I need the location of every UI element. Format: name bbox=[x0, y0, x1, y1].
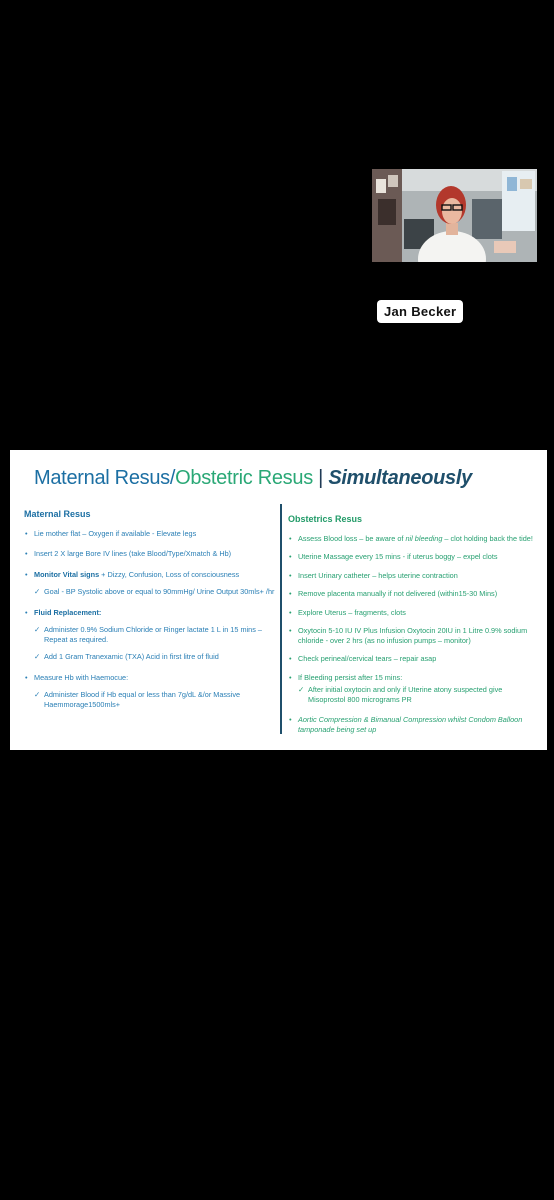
list-item: • Measure Hb with Haemocue: bbox=[24, 673, 278, 683]
list-subitem bbox=[24, 625, 278, 644]
slide-title-maternal: Maternal Resus/ bbox=[34, 467, 176, 489]
fluid-label: Fluid Replacement: bbox=[34, 607, 102, 617]
vitals-rest: + Dizzy, Confusion, Loss of consciousness bbox=[99, 569, 240, 579]
list-subitem bbox=[24, 690, 278, 709]
list-subitem bbox=[24, 652, 278, 662]
list-item: • Lie mother flat – Oxygen if available - Elevate legs bbox=[24, 529, 278, 539]
check-icon: ✓ bbox=[34, 652, 41, 661]
participant-name-label: Jan Becker bbox=[377, 300, 463, 323]
list-item: • Explore Uterus – fragments, clots bbox=[288, 608, 540, 618]
subitem-text: Administer 0.9% Sodium Chloride or Ringer lactate 1 L in 15 mins – Repeat as required. bbox=[44, 625, 262, 644]
check-icon: ✓ bbox=[34, 587, 41, 596]
list-item: • Insert 2 X large Bore IV lines (take Blood/Type/Xmatch & Hb) bbox=[24, 549, 278, 559]
subitem-text: Goal - BP Systolic above or equal to 90mmHg/ Urine Output 30mls+ /hr bbox=[44, 587, 275, 596]
vitals-label: Monitor Vital signs bbox=[34, 569, 100, 579]
list-item bbox=[288, 534, 540, 544]
obstetrics-resus-column bbox=[288, 510, 540, 743]
list-item: • Aortic Compression & Bimanual Compression whilst Condom Balloon tamponade being set up bbox=[288, 715, 540, 734]
subitem-text: Add 1 Gram Tranexamic (TXA) Acid in first litre of fluid bbox=[44, 652, 219, 661]
participant-video-image bbox=[372, 169, 537, 262]
slide-title-separator: | bbox=[312, 467, 329, 489]
check-icon: ✓ bbox=[298, 685, 305, 694]
list-subitem bbox=[288, 685, 540, 704]
column-divider bbox=[280, 504, 282, 734]
slide-title-simultaneously: Simultaneously bbox=[328, 467, 472, 489]
maternal-resus-column bbox=[24, 510, 278, 720]
list-item: • Oxytocin 5-10 IU IV Plus Infusion Oxytocin 20IU in 1 Litre 0.9% sodium chloride - over 2 hrs (as no infusion pumps – monitor) bbox=[288, 626, 540, 645]
maternal-resus-heading: Maternal Resus bbox=[24, 509, 91, 519]
assess-text: Assess Blood loss – be aware of bbox=[298, 533, 406, 543]
assess-emphasis: nil bleeding bbox=[405, 533, 443, 543]
subitem-text: Administer Blood if Hb equal or less than 7g/dL &/or Massive Haemmorage1500mls+ bbox=[44, 690, 241, 709]
check-icon: ✓ bbox=[34, 690, 41, 699]
slide-title bbox=[34, 467, 472, 490]
shared-slide bbox=[10, 450, 547, 750]
list-item: • Remove placenta manually if not delivered (within15-30 Mins) bbox=[288, 589, 540, 599]
obstetrics-resus-heading: Obstetrics Resus bbox=[288, 514, 363, 524]
check-icon: ✓ bbox=[34, 625, 41, 634]
list-item bbox=[24, 608, 278, 618]
list-subitem bbox=[24, 587, 278, 597]
list-item: • Insert Urinary catheter – helps uterine contraction bbox=[288, 571, 540, 581]
list-item: • If Bleeding persist after 15 mins: bbox=[288, 673, 540, 683]
list-item: • Check perineal/cervical tears – repair asap bbox=[288, 654, 540, 664]
subitem-text: After initial oxytocin and only if Uterine atony suspected give Misoprostol 800 micrograms PR bbox=[308, 685, 503, 704]
assess-text-end: – clot holding back the tide! bbox=[442, 533, 533, 543]
slide-title-obstetric: Obstetric Resus bbox=[175, 467, 313, 489]
list-item bbox=[24, 570, 278, 580]
participant-video[interactable] bbox=[372, 169, 537, 262]
list-item: • Uterine Massage every 15 mins - if uterus boggy – expel clots bbox=[288, 552, 540, 562]
